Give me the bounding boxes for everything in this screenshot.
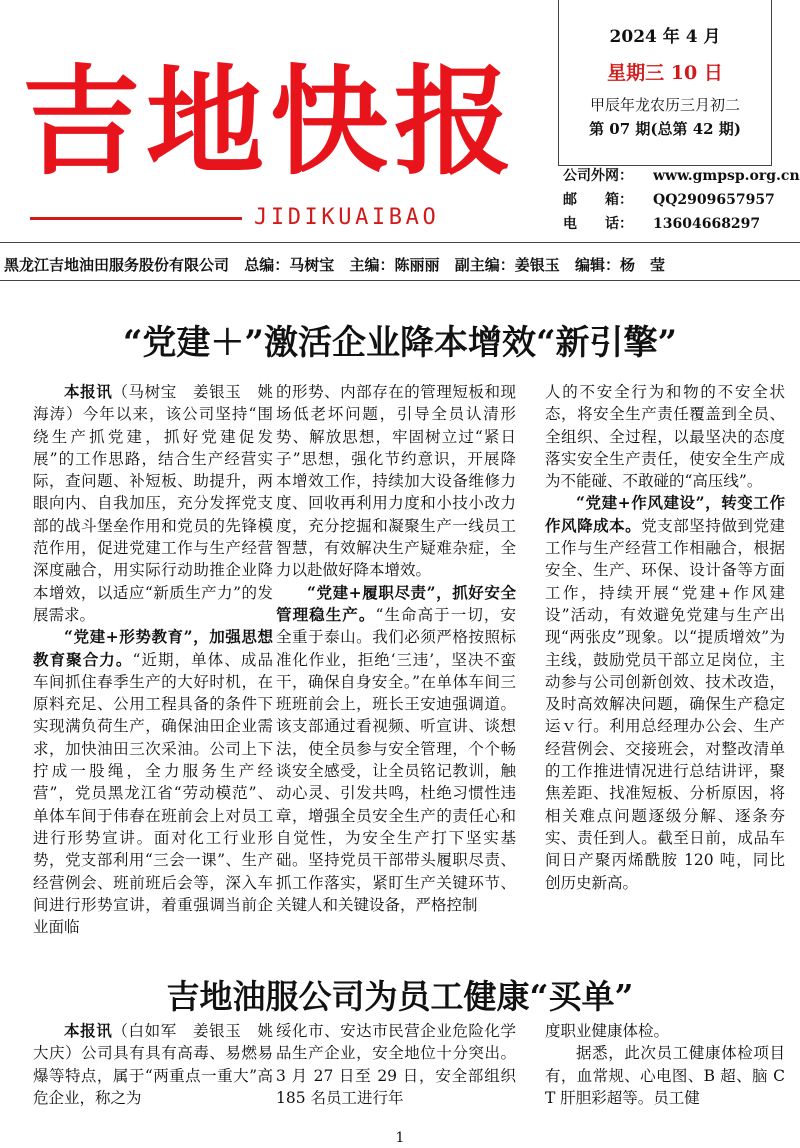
masthead-pinyin: JIDIKUAIBAO	[254, 205, 440, 230]
section-lead: “党建+形势教育”，加强思想教育聚合力。	[33, 627, 273, 669]
contact-website	[563, 166, 800, 186]
article2-column-3	[545, 1020, 785, 1128]
paragraph-text: 绥化市、安达市民营企业危险化学品生产企业，安全地位十分突出。3 月 27 日至 29 日，安全部组织 185 名员工进行年	[276, 1022, 516, 1107]
lunar-date: 甲辰年龙农历三月初二	[589, 96, 740, 114]
deputy-editor: 副主编：姜银玉	[454, 256, 560, 274]
contact-website-label: 公司外网：	[563, 168, 633, 184]
paragraph-text: 度职业健康体检。	[545, 1022, 670, 1040]
issue-year-month: 2024 年 4 月	[609, 27, 721, 47]
article2-paragraph	[33, 1020, 273, 1109]
dateline: 本报讯	[64, 382, 113, 401]
paragraph-text: “生命高于一切，安全重于泰山。我们必须严格按照标准化作业，拒绝‘三违’，坚决不蛮干，确保自身安全。”在单体车间三班班前会上，班长王安迪强调道。该支部通过看视频、听宣讲、谈想法，使全员参与安全管理，个个畅谈安全感受，让全员铭记教训，触动心灵、引发共鸣，杜绝习惯性违章，增强全员安全生产的责任心和自觉性，为安全生产打下坚实基础。坚持党员干部带头履职尽责、抓工作落实，紧盯生产关键环节、关键人和关键设备，严格控制	[276, 605, 516, 914]
article1-paragraph	[33, 381, 273, 626]
article1-paragraph	[545, 381, 785, 492]
section-lead: “党建+履职尽责”，抓好安全管理稳生产。	[276, 582, 516, 624]
issue-number: 第 07 期(总第 42 期)	[589, 120, 741, 138]
date-box	[558, 0, 772, 166]
paragraph-text: （马树宝 姜银玉 姚海涛）今年以来，该公司坚持“围绕生产抓党建，抓好党建促发展”的工作思路，结合生产经营实际，查问题、补短板、助提升，两眼向内、自我加压，充分发挥党支部的战斗堡垒作用和党员的先锋模范作用，促进党建工作与生产经营深度融合，用实际行动助推企业降本增效，以适应“新质生产力”的发展需求。	[33, 383, 273, 624]
article1-paragraph	[276, 582, 516, 916]
article1-column-1	[33, 381, 273, 971]
paragraph-text: （白如军 姜银玉 姚大庆）公司具有具有高毒、易燃易爆等特点，属于“两重点一重大”高危企业，称之为	[33, 1022, 273, 1107]
article1-paragraph	[276, 381, 516, 582]
paragraph-text: “近期，单体、成品车间抓住春季生产的大好时机，在原料充足、公用工程具备的条件下实现满负荷生产，确保油田企业需求，加快油田三次采油。公司上下拧成一股绳，全力服务生产经营”，党员黑龙江省“劳动模范”、单体车间于伟春在班前会上对员工进行形势宣讲。面对化工行业形势，党支部利用“三会一课”、生产经营例会、班前班后会等，深入车间进行形势宣讲，着重强调当前企业面临	[33, 650, 273, 937]
article2-paragraph	[276, 1020, 516, 1109]
article2-paragraph	[545, 1020, 785, 1042]
contact-email-value[interactable]: QQ2909657957	[653, 192, 775, 208]
article2-paragraph	[545, 1042, 785, 1109]
editor: 主编：陈丽丽	[349, 256, 440, 274]
chief-editor: 总编：马树宝	[244, 256, 335, 274]
staff-line	[4, 252, 796, 278]
article1-column-2	[276, 381, 516, 971]
masthead-title: 吉地快报	[22, 52, 519, 191]
paragraph-text: 人的不安全行为和物的不安全状态，将安全生产责任覆盖到全员、全组织、全过程，以最坚决的态度落实安全生产责任，使安全生产成为不能碰、不敢碰的“高压线”。	[545, 383, 785, 491]
contact-phone-value: 13604668297	[653, 216, 761, 232]
dateline: 本报讯	[64, 1021, 113, 1040]
paragraph-text: 的形势、内部存在的管理短板和现场低老坏问题，引导全员认清形势、解放思想，牢固树立过“紧日子”思想，强化节约意识，开展降本增效工作，持续加大设备维修力度、回收再利用力度和小技小改力度，充分挖掘和凝聚生产一线员工智慧，有效解决生产疑难杂症，全力以赴做好降本增效。	[276, 383, 516, 580]
contact-email	[563, 190, 783, 210]
staff-rule-bottom	[0, 280, 800, 281]
contact-phone	[563, 214, 783, 234]
desk-editor: 编辑：杨 莹	[575, 256, 666, 274]
contact-website-value[interactable]: www.gmpsp.org.cn	[653, 168, 800, 184]
section-lead: “党建+作风建设”，转变工作作风降成本。	[545, 493, 785, 535]
page-number: 1	[395, 1130, 405, 1146]
paragraph-text: 党支部坚持做到党建工作与生产经营工作相融合，根据安全、生产、环保、设计备等方面工作，持续开展“党建+作风建设”活动，有效避免党建与生产出现“两张皮”现象。以“提质增效”为主线，鼓励党员干部立足岗位，主动参与公司创新创效、技术改造，及时高效解决问题，确保生产稳定运ｖ行。利用总经理办公会、生产经营例会、交接班会，对整改清单的工作推进情况进行总结讲评，聚焦差距、找准短板、分析原因，将相关难点问题逐级分解、逐条夯实、责任到人。截至日前，成品车间日产聚丙烯酰胺 120 吨，同比创历史新高。	[545, 516, 785, 892]
contact-phone-label: 电 话：	[563, 216, 633, 232]
paragraph-text: 据悉，此次员工健康体检项目有，血常规、心电图、B 超、脑 CT 肝胆彩超等。员工健	[545, 1044, 785, 1107]
contact-email-label: 邮 箱：	[563, 192, 633, 208]
article1-column-3	[545, 381, 785, 971]
article2-headline: 吉地油服公司为员工健康“买单”	[166, 977, 634, 1016]
article1-paragraph	[545, 492, 785, 893]
staff-rule-top	[0, 242, 800, 243]
company-name: 黑龙江吉地油田服务股份有限公司	[4, 256, 230, 274]
issue-weekday-day: 星期三 10 日	[607, 62, 723, 84]
masthead-rule	[30, 217, 242, 220]
article2-column-1	[33, 1020, 273, 1128]
article2-column-2	[276, 1020, 516, 1128]
article1-paragraph	[33, 626, 273, 938]
article1-headline: “党建＋”激活企业降本增效“新引擎”	[122, 323, 678, 363]
